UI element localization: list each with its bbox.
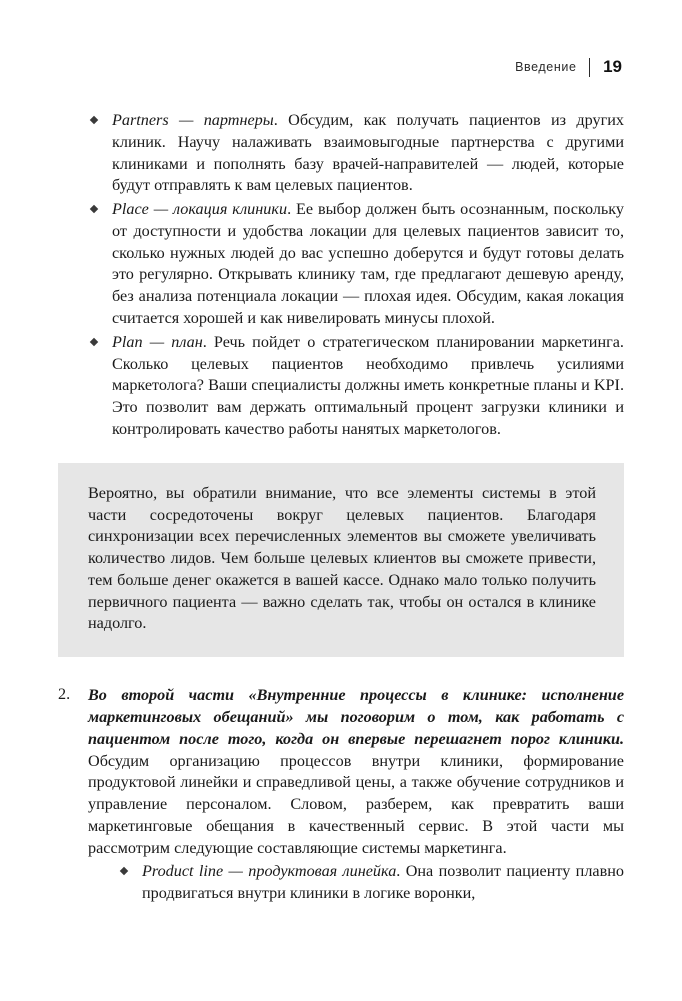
callout-box (58, 463, 624, 657)
header-divider (589, 58, 591, 77)
list-number: 2. (58, 685, 71, 704)
diamond-bullet-icon (120, 867, 128, 875)
numbered-item-2 (58, 685, 624, 905)
bullet-list-part-one (58, 110, 624, 441)
numbered-item-rest: Обсудим организацию процессов внутри клиники, формирование продуктовой линейки и справедливой цены, а также обучение сотрудников и управление персоналом. Словом, разберем, как превратить ваши маркетинговые обещания в качественный сервис. В этой части мы рассмотрим следующие составляющие системы маркетинга. (88, 751, 624, 857)
diamond-bullet-icon (90, 116, 98, 124)
term-partners-text: . Обсудим, как получать пациентов из других клиник. Научу налаживать взаимовыгодные партнерства с другими клиниками и пополнять базу врачей-направителей — людей, которые будут отправлять к вам целевых пациентов. (112, 111, 624, 195)
list-item (58, 199, 624, 330)
page-body (58, 110, 624, 905)
term-place: Place — локация клиники (112, 200, 288, 219)
term-product-line-text: . Она позволит пациенту плавно продвигаться внутри клиники в логике воронки, (142, 862, 624, 903)
numbered-item-paragraph (88, 685, 624, 859)
diamond-bullet-icon (90, 205, 98, 213)
list-item (58, 332, 624, 441)
list-item-paragraph (112, 110, 624, 197)
list-item-paragraph (112, 199, 624, 330)
term-product-line: Product line — продуктовая линейка (142, 862, 397, 881)
term-plan: Plan — план (112, 332, 203, 351)
list-item-paragraph (142, 861, 624, 905)
term-place-text: . Ее выбор должен быть осознанным, поскольку от доступности и удобства локации для целевых пациентов зависит то, сколько нужных людей до вас успешно доберутся и будут готовы делать это регулярно. Открывать клинику там, где предлагают дешевую аренду, без анализа потенциала локации — плохая идея. Обсудим, какая локация считается хорошей и как нивелировать минусы плохой. (112, 200, 625, 328)
list-item (58, 110, 624, 197)
page-number: 19 (603, 57, 622, 76)
list-item-paragraph (112, 332, 624, 441)
diamond-bullet-icon (90, 338, 98, 346)
term-partners: Partners — партнеры (112, 111, 274, 129)
callout-text: Вероятно, вы обратили внимание, что все элементы системы в этой части сосредоточены вокруг целевых пациентов. Благодаря синхронизации всех перечисленных элементов вы сможете увеличивать количество лидов. Чем больше целевых клиентов вы сможете привести, тем больше денег окажется в вашей кассе. Однако мало только получить первичного пациента — важно сделать так, чтобы он остался в клинике надолго. (88, 483, 596, 633)
term-plan-text: . Речь пойдет о стратегическом планировании маркетинга. Сколько целевых пациентов необходимо привлечь усилиями маркетолога? Ваши специалисты должны иметь конкретные планы и KPI. Это позволит вам держать оптимальный процент загрузки клиники и контролировать качество работы нанятых маркетологов. (112, 332, 624, 438)
page-header (58, 54, 622, 80)
running-head-title: Введение (515, 60, 577, 74)
list-item (88, 861, 624, 905)
numbered-item-lead: Во второй части «Внутренние процессы в клинике: исполнение маркетинговых обещаний» мы поговорим о том, как работать с пациентом после того, когда он впервые перешагнет порог клиники. (88, 686, 624, 748)
bullet-list-part-two (88, 861, 624, 905)
